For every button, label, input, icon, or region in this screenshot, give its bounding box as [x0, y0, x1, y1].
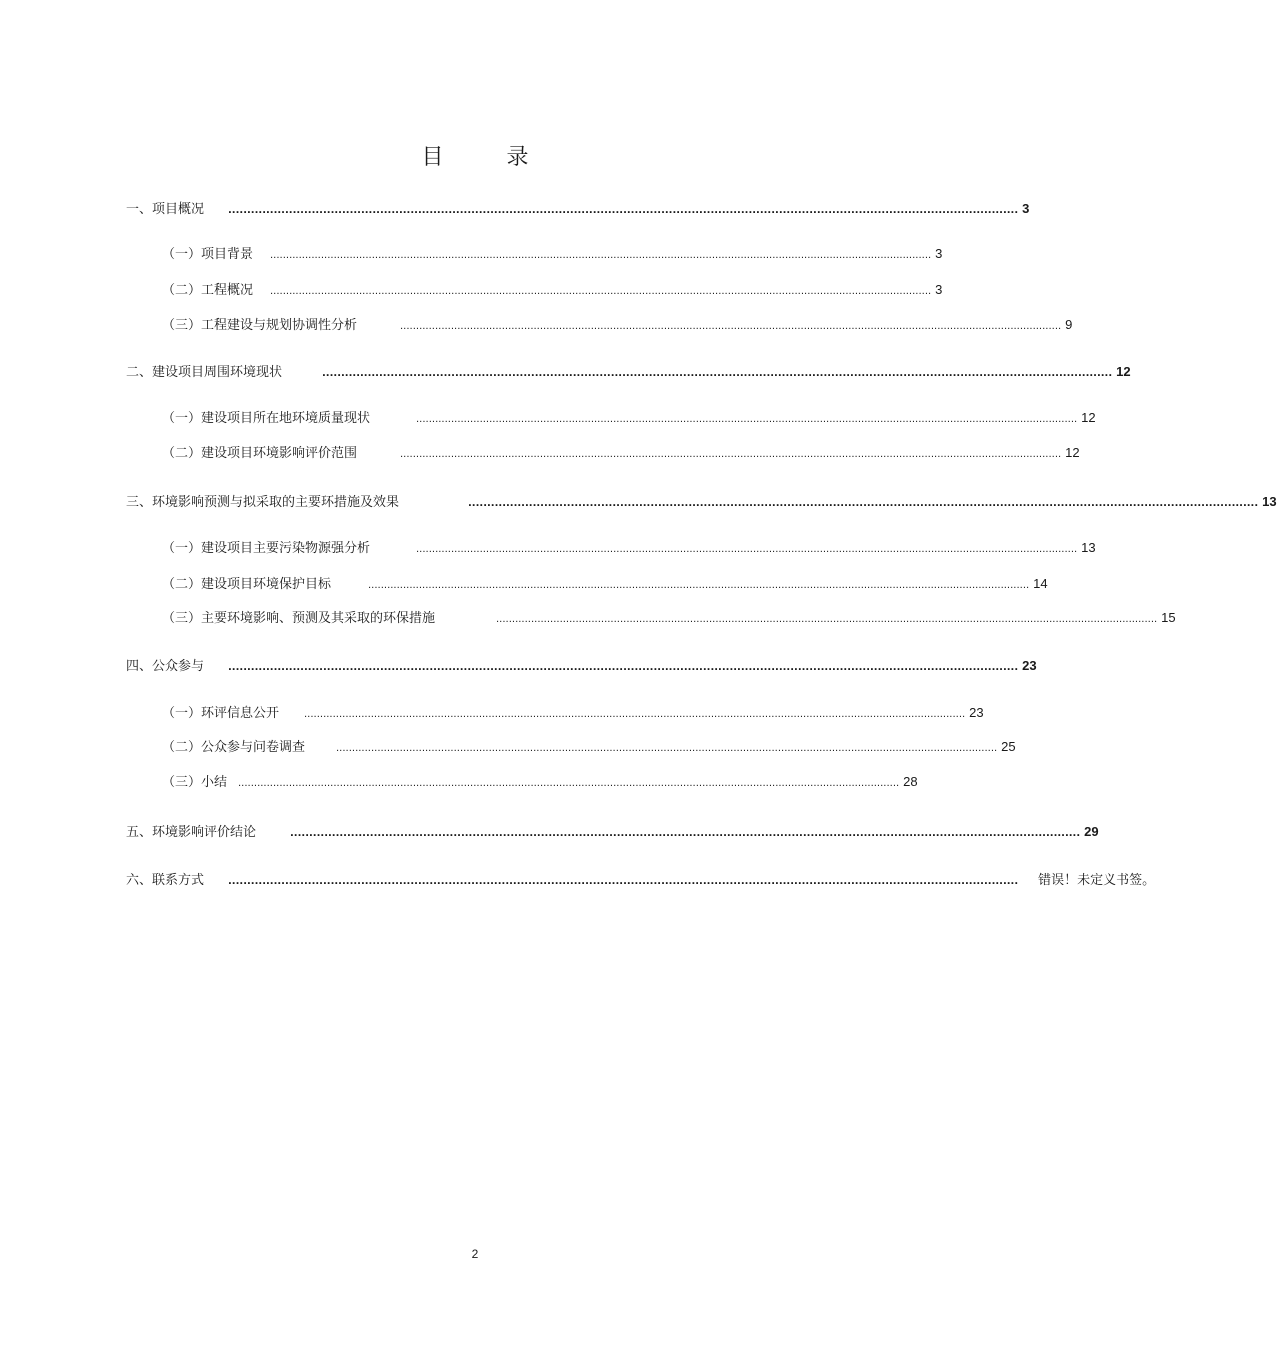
toc-leader: ................................................................................................................................................................................................................ [290, 828, 1081, 839]
toc-title: 目 录 [421, 145, 557, 170]
toc-leader: ................................................................................................................................................................................................................ [322, 368, 1113, 379]
toc-entry[interactable] [126, 871, 1156, 891]
toc-entry[interactable] [162, 280, 943, 300]
toc-entry[interactable] [126, 492, 1277, 512]
toc-leader: ................................................................................................................................................................................................................ [368, 580, 1030, 591]
toc-entry-label: （一）环评信息公开 [162, 706, 280, 721]
toc-entry-page: 13 [1262, 494, 1277, 509]
toc-entry[interactable] [126, 822, 1099, 842]
toc-leader: ................................................................................................................................................................................................................ [238, 778, 900, 789]
toc-entry-page: 9 [1065, 317, 1073, 332]
toc-entry-page: 错误！未定义书签。 [1038, 873, 1156, 888]
toc-entry-label: （一）项目背景 [162, 247, 254, 262]
toc-entry-label: 五、环境影响评价结论 [126, 825, 257, 840]
toc-entry[interactable] [162, 315, 1073, 335]
toc-entry-page: 3 [935, 282, 943, 297]
toc-entry-page: 15 [1161, 610, 1176, 625]
toc-leader: ................................................................................................................................................................................................................ [496, 614, 1158, 625]
toc-entry-label: （二）工程概况 [162, 283, 254, 298]
toc-entry[interactable] [126, 362, 1131, 382]
toc-entry-label: （二）建设项目环境保护目标 [162, 577, 332, 592]
toc-entry-label: （一）建设项目主要污染物源强分析 [162, 541, 371, 556]
toc-entry-label: 二、建设项目周围环境现状 [126, 365, 283, 380]
toc-entry[interactable] [162, 703, 984, 723]
page-number: 2 [471, 1247, 479, 1261]
toc-entry[interactable] [162, 574, 1048, 594]
toc-leader: ................................................................................................................................................................................................................ [336, 743, 998, 754]
toc-entry-page: 3 [1022, 201, 1030, 216]
toc-entry[interactable] [162, 443, 1080, 463]
toc-entry-page: 23 [969, 705, 984, 720]
toc-leader: ................................................................................................................................................................................................................ [304, 709, 966, 720]
toc-entry-label: （三）主要环境影响、预测及其采取的环保措施 [162, 611, 436, 626]
toc-leader: ................................................................................................................................................................................................................ [468, 498, 1259, 509]
toc-leader: ................................................................................................................................................................................................................ [270, 286, 932, 297]
toc-leader: ................................................................................................................................................................................................................ [400, 449, 1062, 460]
toc-entry[interactable] [162, 538, 1096, 558]
toc-entry[interactable] [126, 656, 1037, 676]
toc-entry-page: 25 [1001, 739, 1016, 754]
toc-entry-label: 三、环境影响预测与拟采取的主要环措施及效果 [126, 495, 400, 510]
toc-leader: ................................................................................................................................................................................................................ [228, 662, 1019, 673]
toc-entry-label: （一）建设项目所在地环境质量现状 [162, 411, 371, 426]
toc-entry-page: 29 [1084, 824, 1099, 839]
toc-entry-page: 3 [935, 246, 943, 261]
toc-entry-label: 六、联系方式 [126, 873, 205, 888]
toc-entry-label: （三）工程建设与规划协调性分析 [162, 318, 358, 333]
toc-entry-page: 12 [1065, 445, 1080, 460]
toc-entry[interactable] [162, 737, 1016, 757]
toc-entry[interactable] [162, 244, 943, 264]
toc-entry-label: （二）建设项目环境影响评价范围 [162, 446, 358, 461]
toc-entry-page: 14 [1033, 576, 1048, 591]
toc-leader: ................................................................................................................................................................................................................ [228, 876, 1019, 887]
toc-leader: ................................................................................................................................................................................................................ [400, 321, 1062, 332]
toc-entry-label: 一、项目概况 [126, 202, 205, 217]
toc-entry-label: （二）公众参与问卷调查 [162, 740, 306, 755]
toc-entry[interactable] [126, 199, 1030, 219]
toc-entry[interactable] [162, 772, 918, 792]
toc-entry-page: 13 [1081, 540, 1096, 555]
toc-leader: ................................................................................................................................................................................................................ [416, 544, 1078, 555]
toc-entry-label: 四、公众参与 [126, 659, 205, 674]
toc-leader: ................................................................................................................................................................................................................ [270, 250, 932, 261]
toc-leader: ................................................................................................................................................................................................................ [416, 414, 1078, 425]
toc-entry[interactable] [162, 608, 1176, 628]
toc-entry-page: 12 [1116, 364, 1131, 379]
toc-entry[interactable] [162, 408, 1096, 428]
toc-entry-page: 28 [903, 774, 918, 789]
toc-entry-label: （三）小结 [162, 775, 228, 790]
toc-leader: ................................................................................................................................................................................................................ [228, 205, 1019, 216]
toc-entry-page: 23 [1022, 658, 1037, 673]
toc-entry-page: 12 [1081, 410, 1096, 425]
